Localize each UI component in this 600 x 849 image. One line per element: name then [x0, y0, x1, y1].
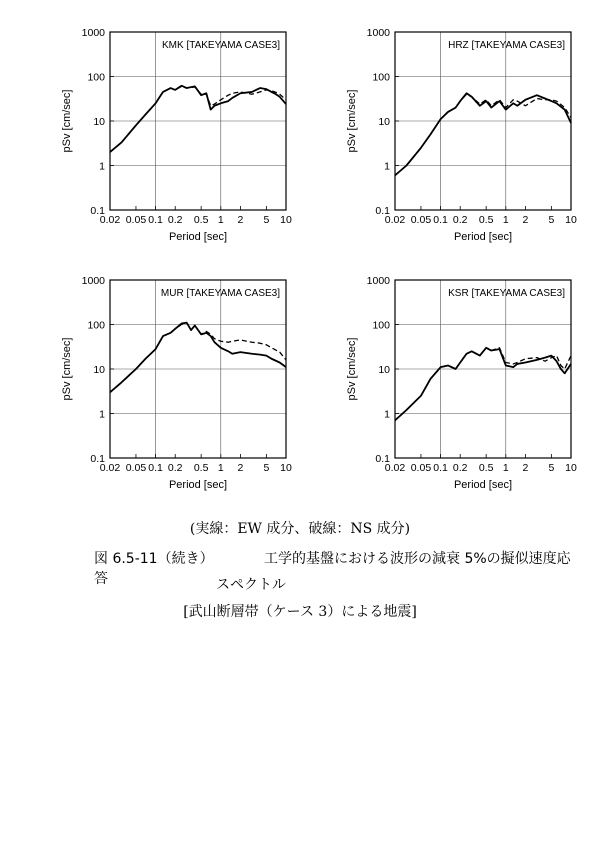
y-tick-label: 1000: [81, 275, 105, 287]
y-tick-label: 1: [384, 160, 390, 173]
x-tick-label: 0.1: [148, 214, 163, 226]
x-tick-label: 10: [280, 214, 292, 226]
x-tick-label: 0.05: [410, 462, 432, 474]
x-tick-label: 0.02: [99, 214, 121, 226]
x-tick-label: 0.1: [433, 214, 448, 226]
x-tick-label: 0.2: [452, 462, 468, 474]
y-axis-label: pSv [cm/sec]: [61, 337, 73, 401]
x-tick-label: 2: [237, 462, 244, 474]
x-axis-label: Period [sec]: [453, 479, 513, 491]
series-line-solid: [110, 86, 286, 152]
x-tick-label: 0.2: [167, 214, 183, 226]
x-tick-label: 0.05: [125, 214, 147, 226]
chart-hrz: [325, 20, 600, 260]
y-tick-label: 1000: [366, 275, 390, 287]
y-tick-label: 100: [372, 319, 390, 332]
y-tick-label: 1: [384, 408, 390, 421]
y-tick-label: 1000: [366, 27, 390, 39]
x-tick-label: 0.2: [452, 214, 468, 226]
x-tick-label: 0.2: [167, 462, 183, 474]
chart-svg: [325, 20, 600, 260]
chart-svg: [325, 268, 600, 508]
plot-annotation: KSR [TAKEYAMA CASE3]: [448, 288, 565, 299]
y-tick-label: 0.1: [90, 453, 105, 465]
x-tick-label: 1: [502, 462, 509, 474]
series-line-solid: [110, 323, 286, 393]
plot-annotation: KMK [TAKEYAMA CASE3]: [162, 40, 280, 51]
plot-annotation: MUR [TAKEYAMA CASE3]: [160, 288, 280, 299]
x-tick-label: 10: [565, 214, 577, 226]
x-tick-label: 2: [522, 462, 529, 474]
x-tick-label: 2: [522, 214, 529, 226]
x-tick-label: 10: [280, 462, 292, 474]
series-line-dashed: [395, 94, 571, 175]
series-line-solid: [395, 348, 571, 421]
x-tick-label: 2: [237, 214, 244, 226]
y-tick-label: 10: [378, 364, 390, 376]
x-tick-label: 5: [548, 462, 555, 474]
x-tick-label: 0.1: [433, 462, 448, 474]
caption-subtitle: [武山断層帯（ケース 3）による地震]: [183, 604, 417, 620]
y-tick-label: 0.1: [375, 205, 390, 217]
chart-kmk: [40, 20, 330, 260]
x-tick-label: 1: [217, 214, 224, 226]
x-tick-label: 0.5: [478, 214, 494, 226]
caption-line1: 工学的基盤における波形の減衰 5%の擬似速度応答: [94, 551, 571, 587]
chart-mur: [40, 268, 330, 508]
y-tick-label: 100: [87, 71, 105, 84]
x-tick-label: 0.02: [384, 462, 406, 474]
y-tick-label: 1: [99, 408, 105, 421]
series-line-dashed: [110, 86, 286, 152]
x-tick-label: 5: [263, 214, 270, 226]
x-axis-label: Period [sec]: [168, 479, 228, 491]
x-tick-label: 0.5: [193, 462, 209, 474]
x-tick-label: 10: [565, 462, 577, 474]
y-tick-label: 10: [378, 116, 390, 128]
y-tick-label: 1000: [81, 27, 105, 39]
y-tick-label: 0.1: [375, 453, 390, 465]
series-line-solid: [395, 93, 571, 175]
x-tick-label: 0.05: [125, 462, 147, 474]
x-tick-label: 0.1: [148, 462, 163, 474]
y-tick-label: 10: [93, 116, 105, 128]
y-tick-label: 10: [93, 364, 105, 376]
y-axis-label: pSv [cm/sec]: [346, 337, 358, 401]
caption-note: (実線：EW 成分、破線：NS 成分): [189, 521, 411, 537]
y-axis-label: pSv [cm/sec]: [61, 89, 73, 153]
y-tick-label: 100: [87, 319, 105, 332]
x-tick-label: 0.5: [193, 214, 209, 226]
y-tick-label: 0.1: [90, 205, 105, 217]
x-tick-label: 1: [217, 462, 224, 474]
x-tick-label: 0.02: [99, 462, 121, 474]
y-tick-label: 100: [372, 71, 390, 84]
figure-number: 図 6.5-11（続き）: [94, 551, 214, 567]
x-tick-label: 0.02: [384, 214, 406, 226]
x-tick-label: 5: [263, 462, 270, 474]
y-axis-label: pSv [cm/sec]: [346, 89, 358, 153]
x-tick-label: 0.05: [410, 214, 432, 226]
chart-svg: [40, 268, 330, 508]
caption-line2: スペクトル: [216, 577, 286, 593]
plot-annotation: HRZ [TAKEYAMA CASE3]: [448, 40, 565, 51]
x-axis-label: Period [sec]: [453, 231, 513, 243]
series-line-dashed: [110, 323, 286, 393]
y-tick-label: 1: [99, 160, 105, 173]
x-axis-label: Period [sec]: [168, 231, 228, 243]
chart-ksr: [325, 268, 600, 508]
chart-svg: [40, 20, 330, 260]
x-tick-label: 5: [548, 214, 555, 226]
x-tick-label: 0.5: [478, 462, 494, 474]
x-tick-label: 1: [502, 214, 509, 226]
